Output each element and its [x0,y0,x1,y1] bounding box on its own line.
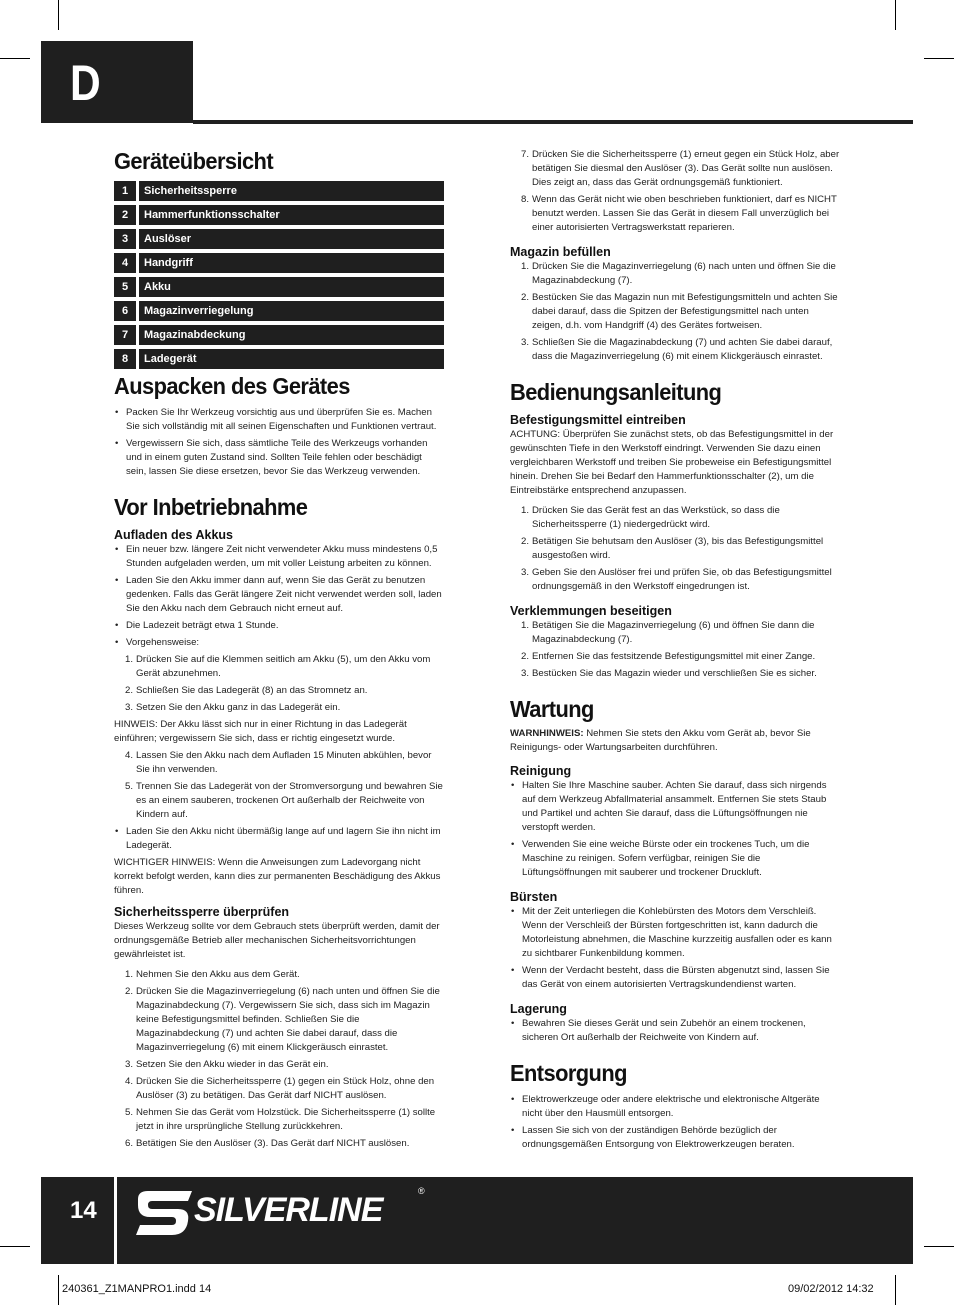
crop-mark [924,1246,954,1247]
storage-list [510,1017,840,1045]
operation-heading: Bedienungsanleitung [510,379,722,405]
driving-intro: ACHTUNG: Überprüfen Sie zunächst stets, ob das Befestigungsmittel in der gewünschten Tiefe in den Werkstoff eindringt. Verwenden Sie dazu einen vergleichbaren Werkstoff und treiben Sie probeweise ein Befestigungsmittel hinein. Drehen Sie bei Bedarf den Hammerfunktionsschalter (2), um die Eintreibstärke entsprechend anzupassen. [510,429,834,496]
brushes-list [510,905,840,992]
step: 4. Lassen Sie den Akku nach dem Aufladen 15 Minuten abkühlen, bevor Sie ihn verwenden. [125,750,432,775]
right-column [510,148,840,1155]
warning-label: WARNHINWEIS: [510,728,584,739]
part-number: 8 [114,349,136,369]
step: 3. Setzen Sie den Akku wieder in das Gerät ein. [125,1059,329,1070]
cleaning-heading: Reinigung [510,764,572,778]
list-item: • Die Ladezeit beträgt etwa 1 Stunde. [114,619,444,633]
part-label: Sicherheitssperre [139,181,444,201]
part-label: Auslöser [139,229,444,249]
step: 2. Schließen Sie das Ladegerät (8) an das Stromnetz an. [125,685,368,696]
part-label: Handgriff [139,253,444,273]
charging-important-note: WICHTIGER HINWEIS: Wenn die Anweisungen zum Ladevorgang nicht korrekt befolgt werden, kann dies zur permanenten Beschädigung des Akkus führen. [114,857,441,896]
list-item: • Halten Sie Ihre Maschine sauber. Achten Sie darauf, dass sich nirgends auf dem Werkzeug Abfallmaterial ansammelt. Entfernen Sie stets Staub und Partikel und achten Sie darauf, dass die Lüftungsöffnungen nie verstopft werden. [510,779,840,835]
page-number: 14 [70,1197,97,1224]
step: 7. Drücken Sie die Sicherheitssperre (1) erneut gegen ein Stück Holz, aber betätigen Sie diesmal den Auslöser (3). Das Gerät sollte nun auslösen. Dies zeigt an, dass das Gerät ordnungsgemäß funktioniert. [521,149,840,188]
crop-mark [0,1246,30,1247]
step: 2. Entfernen Sie das festsitzende Befestigungsmittel mit einer Zange. [521,651,816,662]
step: 5. Nehmen Sie das Gerät vom Holzstück. Die Sicherheitssperre (1) sollte jetzt in ihre ursprüngliche Stellung zurückkehren. [125,1107,436,1132]
list-item: • Elektrowerkzeuge oder andere elektrische und elektronische Altgeräte nicht über den Hausmüll entsorgen. [510,1093,840,1121]
brand-name: SILVERLINE [194,1191,383,1229]
part-row [114,229,444,249]
slug-date: 09/02/2012 14:32 [788,1283,874,1295]
step: 5. Trennen Sie das Ladegerät von der Stromversorgung und bewahren Sie es an einem sauberen, trockenen Ort außerhalb der Reichweite von Kindern auf. [125,781,443,820]
before-use-heading: Vor Inbetriebnahme [114,494,308,520]
safety-intro: Dieses Werkzeug sollte vor dem Gebrauch stets überprüft werden, damit der ordnungsgemäße Betrieb aller mechanischen Sicherheitsvorrichtungen gewährleistet ist. [114,921,440,960]
step: 6. Betätigen Sie den Auslöser (3). Das Gerät darf NICHT auslösen. [125,1138,410,1149]
list-item: • Vorgehensweise: [114,636,444,650]
storage-heading: Lagerung [510,1002,567,1016]
part-row [114,325,444,345]
part-row [114,301,444,321]
charging-list-2 [114,825,444,853]
list-item: • Laden Sie den Akku immer dann auf, wenn Sie das Gerät zu benutzen gedenken. Falls das Gerät längere Zeit nicht verwendet werden soll, laden Sie den Akku nach dem Gebrauch nicht erneut auf. [114,574,444,616]
part-label: Magazinverriegelung [139,301,444,321]
list-item: • Vergewissern Sie sich, dass sämtliche Teile des Werkzeugs vorhanden und in einem guten Zustand sind. Sollten Teile fehlen oder beschädigt sein, lassen Sie diese ersetzen, bevor Sie das Werkzeug verwenden. [114,437,444,479]
list-item: • Wenn der Verdacht besteht, dass die Bürsten abgenutzt sind, lassen Sie das Gerät von einem autorisierten Vertragskundendienst warten. [510,964,840,992]
list-item: • Ein neuer bzw. längere Zeit nicht verwendeter Akku muss mindestens 0,5 Stunden aufgeladen werden, um mit voller Leistung arbeiten zu können. [114,543,444,571]
part-row [114,277,444,297]
slug-filename: 240361_Z1MANPRO1.indd 14 [62,1283,212,1295]
step: 3. Bestücken Sie das Magazin wieder und verschließen Sie es sicher. [521,668,817,679]
charging-heading: Aufladen des Akkus [114,528,234,542]
language-letter: D [70,55,101,111]
list-item: • Verwenden Sie eine weiche Bürste oder ein trockenes Tuch, um die Maschine zu reinigen. Sofern verfügbar, reinigen Sie die Lüftungsöffnungen mit sauberer und trockener Druckluft. [510,838,840,880]
jam-heading: Verklemmungen beseitigen [510,604,672,618]
crop-mark [58,1275,59,1305]
disposal-list [510,1093,840,1152]
list-item: • Lassen Sie sich von der zuständigen Behörde bezüglich der ordnungsgemäßen Entsorgung von Elektrowerkzeugen beraten. [510,1124,840,1152]
safety-check-heading: Sicherheitssperre überprüfen [114,905,290,919]
unpack-list [114,406,444,479]
crop-mark [895,0,896,30]
step: 2. Betätigen Sie behutsam den Auslöser (3), bis das Befestigungsmittel ausgestoßen wird. [521,536,824,561]
unpack-heading: Auspacken des Gerätes [114,373,350,399]
step: 1. Nehmen Sie den Akku aus dem Gerät. [125,969,300,980]
part-label: Ladegerät [139,349,444,369]
part-label: Hammerfunktionsschalter [139,205,444,225]
step: 1. Drücken Sie auf die Klemmen seitlich am Akku (5), um den Akku vom Gerät abzunehmen. [125,654,431,679]
step: 4. Drücken Sie die Sicherheitssperre (1) gegen ein Stück Holz, ohne den Auslöser (3) zu betätigen. Das Gerät darf NICHT auslösen. [125,1076,435,1101]
step: 8. Wenn das Gerät nicht wie oben beschrieben funktioniert, darf es NICHT benutzt werden. Lassen Sie das Gerät in diesem Fall unverzüglich bei einer autorisierten Vertragswerkstatt reparieren. [521,194,837,233]
part-number: 5 [114,277,136,297]
list-item: • Laden Sie den Akku nicht übermäßig lange auf und lagern Sie ihn nicht im Ladegerät. [114,825,444,853]
part-label: Magazinabdeckung [139,325,444,345]
overview-heading: Geräteübersicht [114,148,274,174]
maintenance-heading: Wartung [510,696,594,722]
brand-logo [134,1185,434,1243]
part-label: Akku [139,277,444,297]
header-rule [193,120,913,124]
part-number: 4 [114,253,136,273]
part-number: 3 [114,229,136,249]
step: 3. Geben Sie den Auslöser frei und prüfen Sie, ob das Befestigungsmittel ordnungsgemäß in den Werkstoff eingedrungen ist. [521,567,832,592]
list-item: • Bewahren Sie dieses Gerät und sein Zubehör an einem trockenen, sicheren Ort außerhalb der Reichweite von Kindern auf. [510,1017,840,1045]
step: 3. Setzen Sie den Akku ganz in das Ladegerät ein. [125,702,341,713]
list-item: • Mit der Zeit unterliegen die Kohlebürsten des Motors dem Verschleiß. Wenn der Verschleiß der Bürsten fortgeschritten ist, kann dadurch die Motorleistung abnehmen, die Maschine kurzzeitig ausfallen oder es kann zu sichtbarer Funkenbildung kommen. [510,905,840,961]
part-number: 7 [114,325,136,345]
parts-list [114,181,444,369]
part-row [114,205,444,225]
step: 1. Drücken Sie die Magazinverriegelung (6) nach unten und öffnen Sie die Magazinabdeckung (7). [521,261,836,286]
footer-divider [114,1177,117,1264]
crop-mark [0,58,30,59]
driving-heading: Befestigungsmittel eintreiben [510,413,686,427]
part-row [114,181,444,201]
crop-mark [924,58,954,59]
charging-list [114,543,444,650]
part-row [114,253,444,273]
part-number: 2 [114,205,136,225]
step: 2. Bestücken Sie das Magazin nun mit Befestigungsmitteln und achten Sie dabei darauf, dass die Spitzen der Befestigungsmittel nach unten zeigen, d.h. vom Handgriff (4) des Gerätes fortweisen. [521,292,838,331]
cleaning-list [510,779,840,880]
step: 1. Drücken Sie das Gerät fest an das Werkstück, so dass die Sicherheitssperre (1) niedergedrückt wird. [521,505,780,530]
step: 2. Drücken Sie die Magazinverriegelung (6) nach unten und öffnen Sie die Magazinabdeckung (7). Vergewissern Sie sich, dass sich im Magazin keine Befestigungsmittel befinden. Schließen Sie die Magazinabdeckung (7) und achten Sie dabei darauf, dass die Magazinverriegelung (6) mit einem Klickgeräusch einrastet. [125,986,440,1053]
step: 3. Schließen Sie die Magazinabdeckung (7) und achten Sie dabei darauf, dass die Magazinverriegelung (6) mit einem Klickgeräusch einrastet. [521,337,833,362]
maintenance-warning [510,727,840,755]
left-column [114,148,444,1154]
registered-mark: ® [418,1186,425,1196]
warning-text: Nehmen Sie stets den Akku vom Gerät ab, bevor Sie Reinigungs- oder Wartungsarbeiten durchführen. [510,728,811,753]
part-row [114,349,444,369]
magazine-heading: Magazin befüllen [510,245,611,259]
crop-mark [58,0,59,30]
part-number: 1 [114,181,136,201]
list-item: • Packen Sie Ihr Werkzeug vorsichtig aus und überprüfen Sie es. Machen Sie sich vollständig mit all seinen Eigenschaften und Funktionen vertraut. [114,406,444,434]
language-tab [41,41,193,123]
disposal-heading: Entsorgung [510,1060,627,1086]
part-number: 6 [114,301,136,321]
charging-note: HINWEIS: Der Akku lässt sich nur in einer Richtung in das Ladegerät einführen; vergewissern Sie sich, dass er richtig eingesetzt wurde. [114,719,407,744]
step: 1. Betätigen Sie die Magazinverriegelung (6) und öffnen Sie dann die Magazinabdeckung (7). [521,620,815,645]
brushes-heading: Bürsten [510,890,558,904]
crop-mark [895,1275,896,1305]
